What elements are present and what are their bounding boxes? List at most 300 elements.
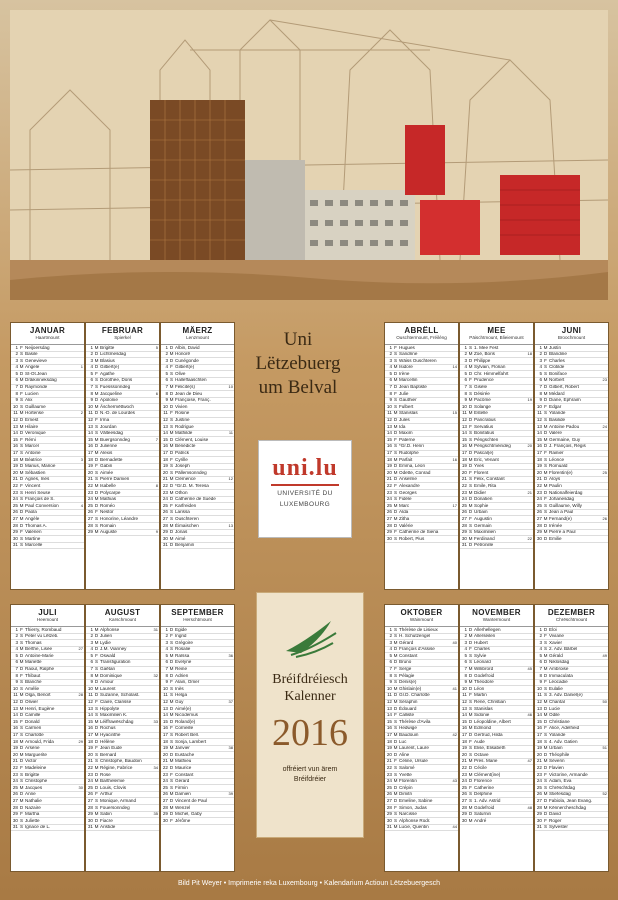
day-number: 12 (12, 417, 18, 423)
day-row (86, 503, 159, 510)
day-name: Anselme (399, 476, 417, 482)
weekday-letter: S (94, 476, 99, 482)
day-name: Gisèle (474, 384, 488, 390)
kalender-sub-line-1: offréiert vun ärem (282, 766, 338, 773)
day-number: 23 (386, 490, 392, 495)
day-name: Guillaume, Willy (549, 503, 582, 508)
weekday-letter: D (468, 732, 473, 737)
day-name: Maxim (399, 430, 413, 436)
weekday-letter: M (393, 503, 398, 508)
day-row (535, 523, 608, 530)
day-name: Florence (474, 778, 492, 784)
day-number: 19 (461, 745, 467, 751)
day-row (161, 483, 234, 490)
day-number: 9 (389, 397, 392, 403)
weekday-letter: D (468, 811, 473, 817)
day-number: 17 (162, 450, 168, 455)
day-row (86, 490, 159, 497)
weekday-letter: S (169, 692, 174, 698)
day-row (86, 411, 159, 418)
week-number: 12 (228, 476, 233, 482)
day-row (11, 772, 84, 779)
day-name: Charles (474, 646, 490, 652)
day-number: 4 (464, 646, 467, 652)
weekday-letter: M (19, 692, 24, 698)
day-number: 19 (87, 463, 93, 469)
footer-credits: Bild Pit Weyer • Imprimerie reka Luxembourg • Kalendarium Actioun Lëtzebuergesch (178, 880, 440, 887)
weekday-letter: M (543, 470, 548, 475)
day-number: 13 (162, 424, 168, 429)
day-name: Céline, Ursule (399, 758, 428, 764)
day-name: Georges (399, 490, 417, 495)
weekday-letter: M (94, 673, 99, 678)
weekday-letter: D (468, 719, 473, 724)
week-number: 28 (78, 692, 83, 698)
day-row (11, 647, 84, 654)
weekday-letter: M (94, 811, 99, 817)
day-row (535, 627, 608, 634)
day-row (86, 792, 159, 799)
weekday-letter: S (393, 358, 398, 363)
day-name: Louis, Clovis (100, 785, 127, 790)
weekday-letter: F (394, 712, 397, 718)
weekday-letter: D (94, 679, 99, 685)
month-name: JANUAR (29, 326, 66, 335)
day-name: Guillaume (25, 404, 46, 409)
day-name: Sébastien (25, 470, 46, 475)
day-name: Prés. Marie (474, 758, 498, 764)
day-name: Martha (25, 811, 40, 817)
day-row (86, 431, 159, 438)
day-row (385, 418, 458, 425)
weekday-letter: S (468, 345, 473, 350)
weekday-letter: S (94, 798, 99, 803)
day-row (161, 739, 234, 746)
day-number: 22 (87, 765, 93, 770)
day-number: 2 (90, 351, 93, 357)
kalender-sub-line-2: Bréifdréier (293, 776, 327, 783)
day-number: 8 (90, 391, 93, 396)
day-name: Suzanne, Scholast. (100, 692, 140, 698)
day-name: Amour (100, 679, 114, 685)
weekday-letter: M (393, 699, 398, 705)
day-row (385, 647, 458, 654)
weekday-letter: M (468, 351, 473, 357)
week-number: 5 (155, 345, 158, 350)
day-number: 11 (13, 410, 18, 416)
day-number: 6 (165, 659, 168, 665)
day-number: 12 (461, 417, 467, 423)
day-number: 9 (90, 397, 93, 403)
day-name: Octave (474, 752, 489, 757)
weekday-letter: F (95, 509, 98, 515)
weekday-letter: S (468, 523, 473, 528)
day-name: Gr.D. Charlotte (399, 692, 430, 698)
weekday-letter: D (19, 463, 24, 469)
day-number: 15 (461, 437, 467, 442)
weekday-letter: D (94, 785, 99, 790)
day-name: Raoul, Ralphe (25, 666, 55, 672)
day-name: Lucie, Quentin (399, 824, 429, 830)
week-number: 44 (452, 824, 457, 830)
day-name: Dräikinneksdag (25, 377, 57, 383)
day-row (161, 680, 234, 687)
weekday-letter: D (19, 758, 24, 764)
day-name: Claire, Clarisse (100, 699, 132, 705)
weekday-letter: D (543, 752, 548, 757)
day-name: Désirée (474, 391, 490, 396)
day-row (161, 404, 234, 411)
day-number: 14 (162, 712, 168, 718)
weekday-letter: S (393, 443, 398, 449)
day-name: Adrien (175, 673, 189, 678)
day-number: 30 (461, 536, 467, 541)
day-number: 17 (536, 450, 542, 455)
day-number: 25 (386, 503, 392, 508)
day-row (385, 733, 458, 740)
day-number: 22 (162, 483, 168, 488)
month-september (160, 604, 235, 872)
day-number: 7 (389, 666, 392, 672)
week-number: 27 (78, 646, 83, 652)
day-number: 7 (165, 666, 168, 672)
weekday-letter: S (543, 410, 548, 416)
day-name: Blanche (25, 679, 42, 685)
day-row (161, 759, 234, 766)
day-name: Serge (399, 666, 412, 672)
day-number: 14 (536, 712, 542, 718)
weekday-letter: F (20, 627, 23, 632)
week-number: 2 (80, 410, 83, 416)
weekday-letter: M (393, 516, 398, 521)
month-mäerz (160, 322, 235, 590)
day-row (535, 424, 608, 431)
weekday-letter: D (468, 463, 473, 469)
day-row (535, 365, 608, 372)
weekday-letter: D (543, 523, 548, 528)
day-number: 21 (87, 476, 93, 482)
day-row (161, 451, 234, 458)
day-row (161, 660, 234, 667)
weekday-letter: M (468, 818, 473, 823)
day-name: Valérie (399, 523, 413, 528)
day-name: Philippe (474, 358, 491, 363)
day-number: 19 (12, 745, 18, 751)
weekday-letter: S (94, 758, 99, 764)
day-number: 22 (87, 483, 93, 488)
day-number: 30 (162, 818, 168, 823)
day-row (11, 345, 84, 352)
day-number: 19 (87, 745, 93, 751)
weekday-letter: S (393, 765, 398, 770)
day-name: Hélène (100, 739, 115, 744)
day-number: 20 (87, 752, 93, 757)
day-number: 12 (461, 699, 467, 705)
day-name: Julie (399, 391, 409, 396)
day-number: 28 (536, 523, 542, 528)
day-row (535, 352, 608, 359)
day-number: 18 (386, 457, 392, 462)
day-number: 3 (389, 358, 392, 363)
day-row (161, 634, 234, 641)
weekday-letter: S (19, 824, 24, 830)
day-row (11, 746, 84, 753)
day-row (86, 634, 159, 641)
weekday-letter: D (94, 397, 99, 403)
day-number: 15 (87, 437, 93, 442)
day-name: *Gr.D. M. Teresa (175, 483, 209, 488)
day-name: Laurent, Laure (399, 745, 429, 751)
day-row (535, 503, 608, 510)
day-name: Camille (25, 712, 41, 718)
week-number: 22 (527, 536, 532, 541)
weekday-letter: S (468, 752, 473, 757)
day-number: 4 (15, 646, 18, 652)
day-name: Séraphin (399, 699, 418, 705)
day-number: 29 (162, 529, 168, 535)
day-name: Odile (549, 712, 560, 718)
day-row (535, 765, 608, 772)
weekday-letter: D (393, 417, 398, 423)
week-number: 15 (452, 410, 457, 416)
day-number: 6 (389, 377, 392, 383)
weekday-letter: S (19, 542, 24, 548)
month-subtitle: Lenzmount (186, 335, 209, 340)
day-number: 12 (12, 699, 18, 705)
day-row (385, 464, 458, 471)
university-logo (258, 440, 352, 538)
day-name: Ida (399, 424, 406, 429)
day-name: Maurice (175, 765, 192, 770)
day-number: 30 (162, 536, 168, 541)
logo-line-1: UNIVERSITÉ DU (277, 490, 333, 497)
day-name: Hortense (25, 410, 44, 416)
month-header (385, 605, 458, 627)
day-row (86, 686, 159, 693)
day-row (460, 543, 533, 550)
day-number: 7 (464, 384, 467, 390)
day-number: 8 (389, 673, 392, 678)
weekday-letter: S (169, 470, 174, 475)
week-number: 35 (153, 811, 158, 817)
day-number: 18 (461, 739, 467, 744)
day-number: 29 (386, 811, 392, 817)
week-number: 45 (527, 666, 532, 672)
day-name: Félix, Constant (474, 476, 505, 482)
day-number: 14 (536, 430, 542, 436)
day-name: Rainier (549, 450, 564, 455)
weekday-letter: D (94, 692, 99, 698)
day-name: Gérald (549, 653, 563, 658)
weekday-letter: M (393, 732, 398, 737)
day-name: Clément(ine) (474, 772, 501, 777)
day-number: 5 (15, 371, 18, 376)
day-number: 7 (15, 666, 18, 672)
weekday-letter: S (543, 785, 548, 790)
weekday-letter: S (393, 490, 398, 495)
weekday-letter: M (543, 483, 548, 488)
day-name: Aimée (100, 470, 114, 475)
day-name: Élise, Élisabeth (474, 745, 506, 751)
day-number: 30 (536, 818, 542, 823)
day-name: Parfait (399, 457, 413, 462)
day-name: Gauthier (399, 397, 417, 403)
weekday-letter: F (544, 404, 547, 409)
weekday-letter: D (169, 798, 174, 803)
day-name: Ferdinand (474, 536, 495, 541)
day-name: Antoine Padou (549, 424, 580, 429)
day-row (535, 713, 608, 720)
day-number: 18 (87, 457, 93, 462)
day-row (11, 667, 84, 674)
day-name: Odette, Conrad (399, 470, 431, 475)
weekday-letter: S (468, 391, 473, 396)
day-name: Damien (175, 791, 191, 797)
weekday-letter: D (19, 745, 24, 751)
day-name: Fouersonndeg (100, 805, 130, 810)
day-row (385, 700, 458, 707)
day-row (86, 733, 159, 740)
day-name: Sophie (474, 503, 489, 508)
day-number: 20 (386, 470, 392, 475)
day-number: 15 (386, 437, 392, 442)
day-row (535, 634, 608, 641)
day-number: 25 (461, 503, 467, 508)
weekday-letter: F (469, 424, 472, 429)
day-name: Ouschteren (175, 516, 199, 521)
day-number: 13 (386, 424, 392, 429)
day-name: Jean Baptiste (399, 384, 427, 390)
day-name: François d'Assise (399, 646, 435, 652)
day-name: Kënnercheschdag (549, 805, 587, 810)
day-name: Théodore (474, 679, 494, 685)
day-number: 11 (537, 410, 542, 416)
week-number: 23 (602, 377, 607, 383)
day-name: Pierre a Paul (549, 529, 576, 535)
day-number: 19 (536, 745, 542, 751)
day-row (460, 739, 533, 746)
day-number: 1 (15, 345, 18, 350)
day-number: 6 (15, 659, 18, 665)
weekday-letter: S (543, 640, 548, 645)
day-row (11, 418, 84, 425)
day-number: 3 (15, 358, 18, 363)
weekday-letter: S (94, 666, 99, 672)
day-name: Mathilde (175, 430, 193, 436)
day-number: 4 (389, 646, 392, 652)
weekday-letter: D (543, 490, 548, 495)
day-row (460, 693, 533, 700)
day-name: Jean a Paul (549, 509, 574, 515)
day-name: Ignace de L. (25, 824, 51, 830)
day-number: 10 (386, 404, 392, 409)
day-row (86, 746, 159, 753)
weekday-letter: F (20, 529, 23, 535)
day-number: 23 (12, 772, 18, 777)
day-row (11, 444, 84, 451)
day-name: Wäiss Ouschteren (399, 358, 437, 363)
day-name: Henri Seuse (25, 490, 51, 495)
day-number: 15 (461, 719, 467, 724)
day-name: Agnès, Inès (25, 476, 50, 482)
day-row (385, 805, 458, 812)
day-number: 28 (12, 523, 18, 528)
day-name: Diane, Ephraim (549, 397, 581, 403)
day-name: Larissa (175, 509, 190, 515)
weekday-letter: S (468, 476, 473, 482)
weekday-letter: S (543, 778, 548, 784)
day-number: 12 (386, 417, 392, 423)
day-number: 3 (464, 640, 467, 645)
day-row (161, 358, 234, 365)
week-number: 31 (153, 627, 158, 632)
day-number: 18 (386, 739, 392, 744)
day-name: 4. Adv. Gatien (549, 739, 578, 744)
week-number: 18 (527, 351, 532, 357)
day-name: Sandrine (399, 351, 418, 357)
weekday-letter: D (169, 719, 174, 724)
day-number: 31 (386, 824, 392, 830)
weekday-letter: D (19, 666, 24, 672)
weekday-letter: D (468, 673, 473, 678)
day-row (535, 700, 608, 707)
month-header (161, 323, 234, 345)
day-number: 21 (461, 476, 467, 482)
day-name: Roméo (100, 503, 115, 508)
day-number: 9 (165, 679, 168, 685)
day-number: 1 (539, 345, 542, 350)
weekday-letter: M (94, 765, 99, 770)
day-name: 2. Adv. Bärbel (549, 646, 578, 652)
day-name: Salomé (399, 765, 415, 770)
day-number: 21 (162, 758, 168, 764)
day-row (385, 497, 458, 504)
day-row (460, 503, 533, 510)
day-row (11, 779, 84, 786)
month-name: NOVEMBER (472, 608, 521, 617)
weekday-letter: M (169, 476, 174, 482)
weekday-letter: S (393, 633, 398, 639)
weekday-letter: M (468, 805, 473, 810)
weekday-letter: S (169, 778, 174, 784)
weekday-letter: S (169, 424, 174, 429)
day-row (86, 477, 159, 484)
day-name: Anne (25, 791, 36, 797)
day-number: 16 (162, 725, 168, 731)
day-name: Berthe, Lisée (25, 646, 53, 652)
day-row (460, 640, 533, 647)
day-name: Robert, Pius (399, 536, 425, 541)
day-number: 14 (461, 712, 467, 718)
day-name: Janvier (175, 745, 190, 751)
weekday-letter: M (169, 397, 174, 403)
weekday-letter: D (468, 686, 473, 691)
day-name: Jean Eude (100, 745, 122, 751)
day-row (11, 404, 84, 411)
day-number: 16 (87, 725, 93, 731)
day-number: 5 (464, 653, 467, 658)
day-row (11, 385, 84, 392)
day-name: Lucie (549, 706, 560, 711)
day-name: Eulalie (549, 686, 563, 691)
day-number: 2 (539, 633, 542, 639)
day-number: 16 (386, 725, 392, 731)
day-name: Fiacre (100, 818, 113, 823)
weekday-letter: M (19, 516, 24, 521)
day-row (460, 673, 533, 680)
day-row (460, 483, 533, 490)
day-row (11, 733, 84, 740)
